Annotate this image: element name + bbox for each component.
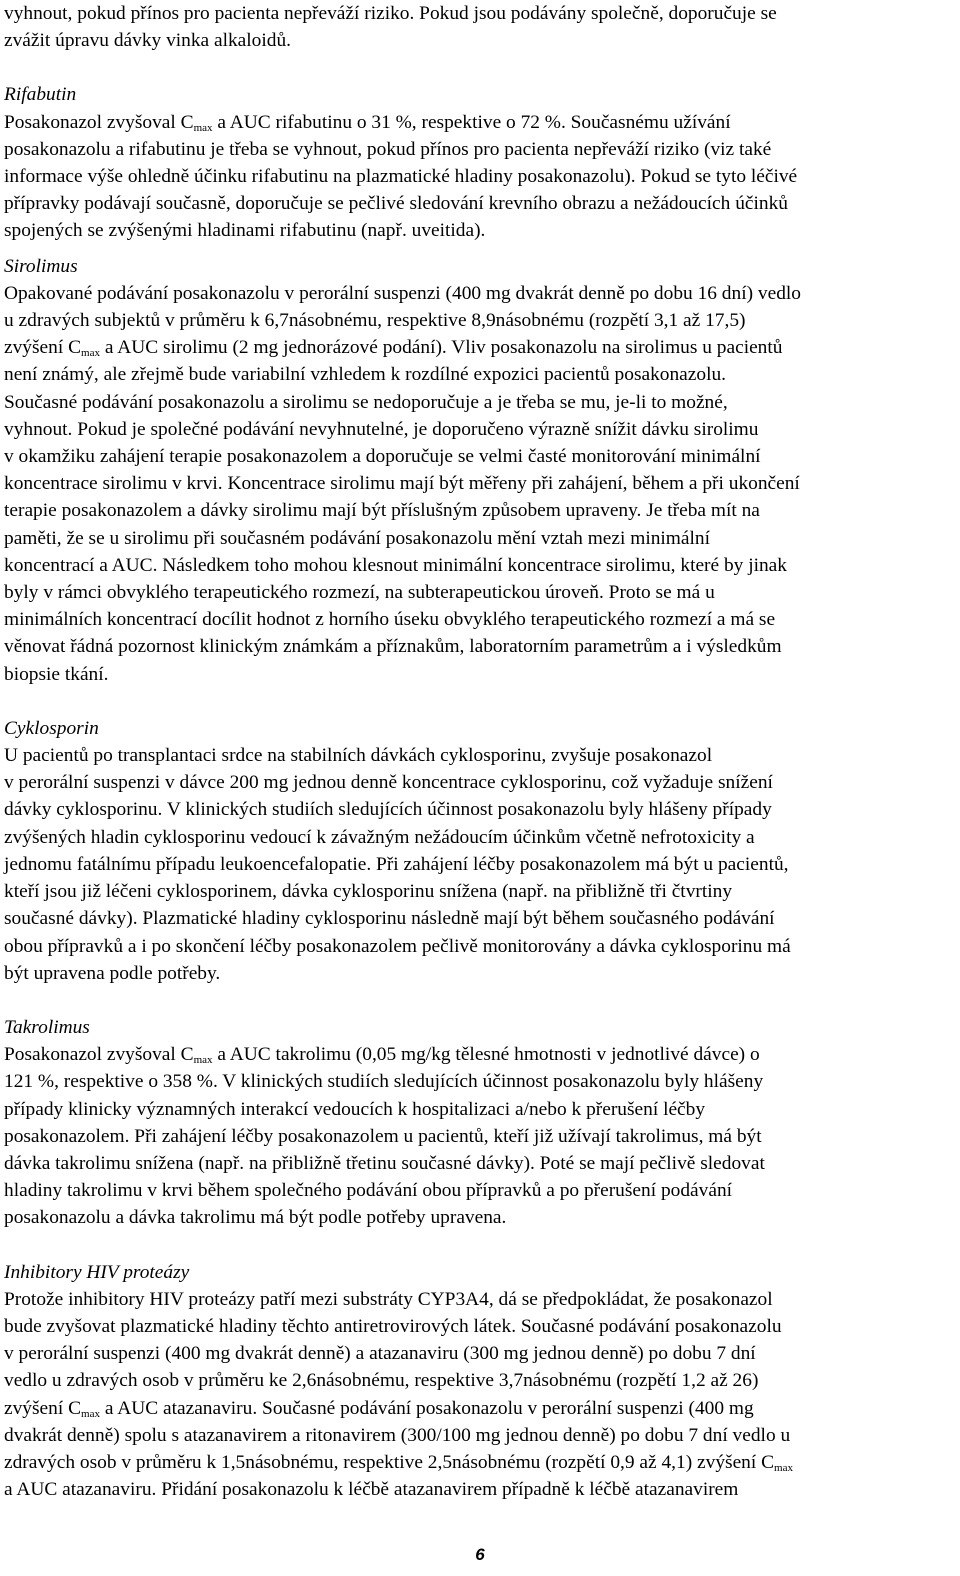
text-line: v perorální suspenzi v dávce 200 mg jednou denně koncentrace cyklosporinu, což vyžaduje snížení — [4, 772, 773, 794]
section-heading: Inhibitory HIV proteázy — [4, 1261, 190, 1283]
text-line: jednomu fatálnímu případu leukoencefalopatie. Při zahájení léčby posakonazolem má být u pacientů, — [4, 853, 789, 875]
text-line: posakonazolu a dávka takrolimu má být podle potřeby upravena. — [4, 1207, 507, 1229]
text-line: vedlo u zdravých osob v průměru ke 2,6násobnému, respektive 3,7násobnému (rozpětí 1,2 až 26) — [4, 1370, 759, 1392]
section-takrolimus — [4, 1014, 954, 1232]
text-line: v perorální suspenzi (400 mg dvakrát denně) a atazanaviru (300 mg jednou denně) po dobu 7 dní — [4, 1343, 756, 1365]
text-line: u zdravých subjektů v průměru k 6,7násobnému, respektive 8,9násobnému (rozpětí 3,1 až 17,5) — [4, 310, 746, 332]
text-line: dávka takrolimu snížena (např. na přibližně třetinu současné dávky). Poté se mají pečlivě sledovat — [4, 1152, 765, 1174]
section-heading: Takrolimus — [4, 1016, 90, 1038]
text-line: minimálních koncentrací docílit hodnot z horního úseku obvyklého terapeutického rozmezí a má se — [4, 609, 776, 631]
text-line: koncentrace sirolimu v krvi. Koncentrace sirolimu mají být měřeny při zahájení, během a při ukončení — [4, 473, 800, 495]
section-rifabutin — [4, 81, 954, 244]
text-line: Opakované podávání posakonazolu v perorální suspenzi (400 mg dvakrát denně po dobu 16 dní) vedlo — [4, 282, 801, 304]
text-line: zvýšení $C_{max}$ a AUC sirolimu (2 mg jednorázové podání). Vliv posakonazolu na sirolimus u pacientů — [4, 337, 783, 360]
text-line: vyhnout, pokud přínos pro pacienta nepřeváží riziko. Pokud jsou podávány společně, doporučuje se — [4, 3, 777, 24]
text-line: v okamžiku zahájení terapie posakonazolem a doporučuje se velmi časté monitorování minimální — [4, 446, 761, 468]
intro-paragraph — [4, 0, 954, 54]
text-line: zdravých osob v průměru k 1,5násobnému, respektive 2,5násobnému (rozpětí 0,9 až 4,1) zvýšení $C_{max}$ — [4, 1451, 793, 1474]
section-sirolimus — [4, 253, 954, 688]
text-line: posakonazolem. Při zahájení léčby posakonazolem u pacientů, kteří již užívají takrolimus, má být — [4, 1125, 762, 1147]
text-line: Protože inhibitory HIV proteázy patří mezi substráty CYP3A4, dá se předpokládat, že posakonazol — [4, 1288, 773, 1310]
text-line: bude zvyšovat plazmatické hladiny těchto antiretrovirových látek. Současné podávání posakonazolu — [4, 1315, 782, 1337]
text-line: biopsie tkání. — [4, 663, 109, 685]
text-line: paměti, že se u sirolimu při současném podávání posakonazolu mění vztah mezi minimální — [4, 527, 710, 549]
text-line: přípravky podávají současně, doporučuje se pečlivé sledování krevního obrazu a nežádoucích účinků — [4, 193, 788, 215]
text-line: dvakrát denně) spolu s atazanavirem a ritonavirem (300/100 mg jednou denně) po dobu 7 dní vedlo u — [4, 1424, 791, 1446]
text-line: obou přípravků a i po skončení léčby posakonazolem pečlivě monitorovány a dávka cyklosporinu má — [4, 935, 791, 957]
text-line: Posakonazol zvyšoval $C_{max}$ a AUC rifabutinu o 31 %, respektive o 72 %. Současnému užívání — [4, 111, 731, 134]
text-line: případy klinicky významných interakcí vedoucích k hospitalizaci a/nebo k přerušení léčby — [4, 1098, 706, 1120]
section-cyklosporin — [4, 715, 954, 987]
section-heading: Rifabutin — [4, 84, 77, 106]
text-line: vyhnout. Pokud je společné podávání nevyhnutelné, je doporučeno výrazně snížit dávku sirolimu — [4, 418, 759, 440]
text-line: zvážit úpravu dávky vinka alkaloidů. — [4, 30, 291, 52]
text-line: terapie posakonazolem a dávky sirolimu mají být příslušným způsobem upraveny. Je třeba mít na — [4, 500, 760, 522]
text-line: koncentrací a AUC. Následkem toho mohou klesnout minimální koncentrace sirolimu, které by jinak — [4, 554, 787, 576]
text-line: 121 %, respektive o 358 %. V klinických studiích sledujících účinnost posakonazolu byly hlášeny — [4, 1071, 764, 1093]
text-line: posakonazolu a rifabutinu je třeba se vyhnout, pokud přínos pro pacienta nepřeváží riziko (viz také — [4, 138, 772, 160]
section-hiv-protease-inhibitors — [4, 1259, 954, 1504]
text-line: být upravena podle potřeby. — [4, 962, 221, 984]
text-line: informace výše ohledně účinku rifabutinu na plazmatické hladiny posakonazolu). Pokud se tyto léčivé — [4, 166, 798, 188]
document-page — [4, 0, 954, 1503]
text-line: není známý, ale zřejmě bude variabilní vzhledem k rozdílné expozici pacientů posakonazolu. — [4, 364, 727, 386]
text-line: kteří jsou již léčeni cyklosporinem, dávka cyklosporinu snížena (např. na přibližně tři čtvrtiny — [4, 881, 733, 903]
text-line: Současné podávání posakonazolu a sirolimu se nedoporučuje a je třeba se mu, je-li to možné, — [4, 391, 728, 413]
text-line: a AUC atazanaviru. Přidání posakonazolu k léčbě atazanavirem případně k léčbě atazanavirem — [4, 1479, 739, 1501]
text-line: U pacientů po transplantaci srdce na stabilních dávkách cyklosporinu, zvyšuje posakonazol — [4, 745, 713, 767]
text-line: věnovat řádná pozornost klinickým známkám a příznakům, laboratorním parametrům a i výsledkům — [4, 636, 782, 658]
text-line: spojených se zvýšenými hladinami rifabutinu (např. uveitida). — [4, 220, 486, 242]
page-number: 6 — [475, 1545, 485, 1564]
text-line: hladiny takrolimu v krvi během společného podávání obou přípravků a po přerušení podávání — [4, 1180, 733, 1202]
text-line: Posakonazol zvyšoval $C_{max}$ a AUC takrolimu (0,05 mg/kg tělesné hmotnosti v jednotlivé dávce) o — [4, 1044, 760, 1067]
text-line: zvýšených hladin cyklosporinu vedoucí k závažným nežádoucím účinkům včetně nefrotoxicity a — [4, 826, 755, 848]
text-line: dávky cyklosporinu. V klinických studiích sledujících účinnost posakonazolu byly hlášeny případy — [4, 799, 772, 821]
section-heading: Cyklosporin — [4, 717, 99, 739]
text-line: současné dávky). Plazmatické hladiny cyklosporinu následně mají být během současného podávání — [4, 908, 775, 930]
text-line: zvýšení $C_{max}$ a AUC atazanaviru. Současné podávání posakonazolu v perorální suspenzi (400 mg — [4, 1397, 754, 1420]
section-heading: Sirolimus — [4, 255, 78, 277]
text-line: byly v rámci obvyklého terapeutického rozmezí, na subterapeutickou úroveň. Proto se má u — [4, 582, 715, 604]
